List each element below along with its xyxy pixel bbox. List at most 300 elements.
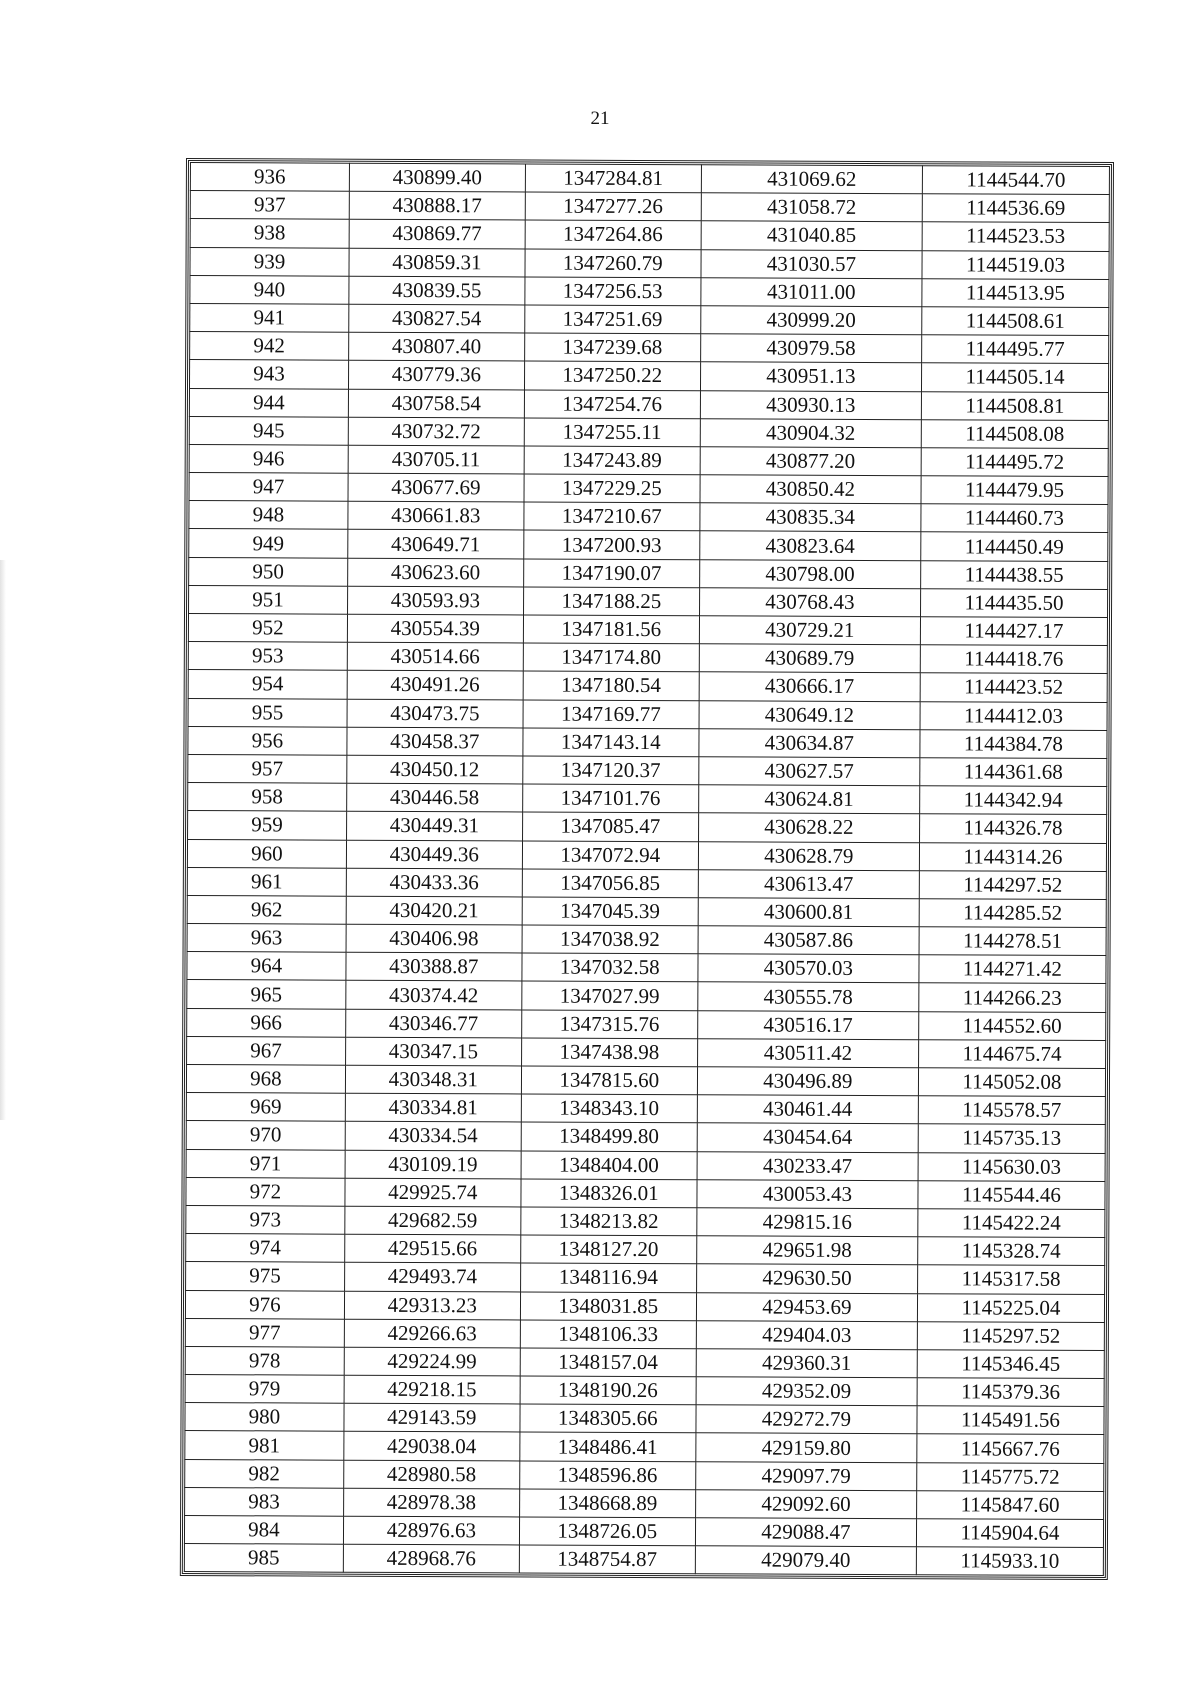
point-number-cell: 950 (189, 557, 348, 586)
x-coordinate-a-cell: 429224.99 (344, 1347, 520, 1376)
point-number-cell: 969 (186, 1093, 345, 1122)
y-coordinate-b-cell: 1144342.94 (920, 786, 1107, 815)
y-coordinate-b-cell: 1144450.49 (921, 532, 1108, 561)
table-row (188, 642, 1107, 674)
x-coordinate-b-cell: 430835.34 (700, 503, 921, 532)
x-coordinate-b-cell: 430461.44 (697, 1095, 918, 1124)
y-coordinate-a-cell: 1348157.04 (520, 1348, 696, 1377)
x-coordinate-a-cell: 429266.63 (344, 1319, 520, 1348)
y-coordinate-b-cell: 1145225.04 (917, 1293, 1104, 1322)
x-coordinate-a-cell: 430449.31 (346, 812, 522, 841)
y-coordinate-b-cell: 1144278.51 (919, 927, 1106, 956)
y-coordinate-a-cell: 1347255.11 (524, 418, 700, 447)
y-coordinate-a-cell: 1347188.25 (523, 587, 699, 616)
y-coordinate-a-cell: 1347169.77 (523, 700, 699, 729)
y-coordinate-b-cell: 1145346.45 (917, 1350, 1104, 1379)
y-coordinate-b-cell: 1144544.70 (922, 166, 1109, 195)
x-coordinate-b-cell: 429159.80 (696, 1433, 917, 1462)
point-number-cell: 974 (186, 1234, 345, 1263)
y-coordinate-b-cell: 1144266.23 (919, 983, 1106, 1012)
y-coordinate-a-cell: 1348404.00 (521, 1151, 697, 1180)
point-number-cell: 962 (187, 895, 346, 924)
table-row (186, 1121, 1105, 1153)
point-number-cell: 942 (190, 332, 349, 361)
x-coordinate-a-cell: 430420.21 (346, 896, 522, 925)
point-number-cell: 954 (188, 670, 347, 699)
y-coordinate-b-cell: 1144423.52 (920, 673, 1107, 702)
table-row (188, 670, 1107, 702)
table-row (187, 1036, 1106, 1068)
table-row (190, 163, 1109, 195)
table-row (189, 360, 1108, 392)
x-coordinate-a-cell: 430334.54 (345, 1122, 521, 1151)
x-coordinate-b-cell: 430516.17 (697, 1010, 918, 1039)
table-row (188, 783, 1107, 815)
table-row (188, 726, 1107, 758)
y-coordinate-b-cell: 1145544.46 (918, 1180, 1105, 1209)
table-row (185, 1487, 1104, 1519)
point-number-cell: 965 (187, 980, 346, 1009)
table-row (187, 839, 1106, 871)
table-row (189, 557, 1108, 589)
y-coordinate-a-cell: 1347260.79 (525, 249, 701, 278)
y-coordinate-a-cell: 1347101.76 (522, 784, 698, 813)
x-coordinate-a-cell: 430554.39 (347, 614, 523, 643)
table-row (185, 1431, 1104, 1463)
y-coordinate-b-cell: 1144505.14 (921, 363, 1108, 392)
table-row (190, 303, 1109, 335)
y-coordinate-a-cell: 1348486.41 (520, 1432, 696, 1461)
y-coordinate-a-cell: 1347056.85 (522, 869, 698, 898)
y-coordinate-b-cell: 1145328.74 (918, 1237, 1105, 1266)
table-row (186, 1177, 1105, 1209)
x-coordinate-a-cell: 429925.74 (345, 1178, 521, 1207)
point-number-cell: 980 (185, 1403, 344, 1432)
table-row (186, 1065, 1105, 1097)
y-coordinate-b-cell: 1144438.55 (921, 560, 1108, 589)
point-number-cell: 947 (189, 473, 348, 502)
y-coordinate-a-cell: 1347254.76 (524, 389, 700, 418)
x-coordinate-b-cell: 429352.09 (696, 1377, 917, 1406)
table-row (189, 416, 1108, 448)
x-coordinate-a-cell: 430807.40 (348, 332, 524, 361)
point-number-cell: 981 (185, 1431, 344, 1460)
y-coordinate-b-cell: 1144523.53 (922, 222, 1109, 251)
x-coordinate-b-cell: 430624.81 (698, 785, 919, 814)
y-coordinate-a-cell: 1347315.76 (521, 1010, 697, 1039)
x-coordinate-b-cell: 430823.64 (700, 531, 921, 560)
table-row (186, 1205, 1105, 1237)
point-number-cell: 945 (189, 416, 348, 445)
x-coordinate-a-cell: 430705.11 (348, 445, 524, 474)
y-coordinate-a-cell: 1347174.80 (523, 643, 699, 672)
x-coordinate-b-cell: 430634.87 (699, 728, 920, 757)
x-coordinate-a-cell: 430347.15 (345, 1037, 521, 1066)
x-coordinate-b-cell: 430628.79 (698, 841, 919, 870)
y-coordinate-a-cell: 1348127.20 (520, 1235, 696, 1264)
y-coordinate-a-cell: 1348190.26 (520, 1376, 696, 1405)
y-coordinate-a-cell: 1347250.22 (524, 361, 700, 390)
y-coordinate-b-cell: 1145630.03 (918, 1152, 1105, 1181)
x-coordinate-a-cell: 430623.60 (347, 558, 523, 587)
table-row (190, 219, 1109, 251)
y-coordinate-a-cell: 1347264.86 (525, 220, 701, 249)
coordinates-table (184, 162, 1110, 1576)
y-coordinate-b-cell: 1145847.60 (917, 1491, 1104, 1520)
table-row (186, 1149, 1105, 1181)
point-number-cell: 948 (189, 501, 348, 530)
x-coordinate-a-cell: 430458.37 (347, 727, 523, 756)
x-coordinate-a-cell: 430109.19 (345, 1150, 521, 1179)
point-number-cell: 938 (190, 219, 349, 248)
x-coordinate-b-cell: 431030.57 (701, 249, 922, 278)
y-coordinate-a-cell: 1348726.05 (519, 1517, 695, 1546)
x-coordinate-a-cell: 430649.71 (348, 530, 524, 559)
y-coordinate-b-cell: 1144479.95 (921, 476, 1108, 505)
x-coordinate-a-cell: 428976.63 (343, 1516, 519, 1545)
point-number-cell: 960 (187, 839, 346, 868)
y-coordinate-a-cell: 1348596.86 (520, 1461, 696, 1490)
point-number-cell: 971 (186, 1149, 345, 1178)
y-coordinate-a-cell: 1347143.14 (523, 728, 699, 757)
table-row (187, 924, 1106, 956)
x-coordinate-b-cell: 430729.21 (699, 616, 920, 645)
y-coordinate-a-cell: 1347120.37 (523, 756, 699, 785)
y-coordinate-a-cell: 1348106.33 (520, 1320, 696, 1349)
y-coordinate-a-cell: 1347072.94 (522, 840, 698, 869)
y-coordinate-a-cell: 1347256.53 (525, 277, 701, 306)
x-coordinate-a-cell: 430732.72 (348, 417, 524, 446)
table-row (187, 895, 1106, 927)
page-number: 21 (590, 108, 610, 129)
y-coordinate-b-cell: 1144495.72 (921, 448, 1108, 477)
y-coordinate-b-cell: 1144271.42 (919, 955, 1106, 984)
table-row (185, 1403, 1104, 1435)
x-coordinate-a-cell: 430859.31 (349, 248, 525, 277)
x-coordinate-b-cell: 430555.78 (698, 982, 919, 1011)
point-number-cell: 970 (186, 1121, 345, 1150)
table-row (185, 1459, 1104, 1491)
table-row (189, 585, 1108, 617)
table-row (186, 1093, 1105, 1125)
x-coordinate-a-cell: 430491.26 (347, 671, 523, 700)
x-coordinate-b-cell: 431011.00 (701, 277, 922, 306)
y-coordinate-a-cell: 1347027.99 (522, 981, 698, 1010)
x-coordinate-b-cell: 430666.17 (699, 672, 920, 701)
table-row (185, 1346, 1104, 1378)
x-coordinate-a-cell: 430348.31 (345, 1065, 521, 1094)
y-coordinate-b-cell: 1144435.50 (920, 589, 1107, 618)
y-coordinate-a-cell: 1347181.56 (523, 615, 699, 644)
point-number-cell: 956 (188, 726, 347, 755)
x-coordinate-b-cell: 429092.60 (695, 1490, 916, 1519)
table-row (189, 501, 1108, 533)
point-number-cell: 939 (190, 247, 349, 276)
table-row (188, 698, 1107, 730)
x-coordinate-a-cell: 430406.98 (346, 924, 522, 953)
y-coordinate-a-cell: 1347438.98 (521, 1038, 697, 1067)
x-coordinate-a-cell: 430450.12 (347, 755, 523, 784)
point-number-cell: 941 (190, 303, 349, 332)
x-coordinate-b-cell: 430627.57 (699, 757, 920, 786)
x-coordinate-a-cell: 428968.76 (343, 1544, 519, 1573)
point-number-cell: 967 (187, 1036, 346, 1065)
point-number-cell: 976 (185, 1290, 344, 1319)
x-coordinate-b-cell: 430628.22 (698, 813, 919, 842)
y-coordinate-a-cell: 1348343.10 (521, 1094, 697, 1123)
point-number-cell: 957 (188, 754, 347, 783)
x-coordinate-a-cell: 429682.59 (345, 1206, 521, 1235)
point-number-cell: 955 (188, 698, 347, 727)
y-coordinate-b-cell: 1144418.76 (920, 645, 1107, 674)
point-number-cell: 966 (187, 1008, 346, 1037)
x-coordinate-a-cell: 429143.59 (344, 1403, 520, 1432)
y-coordinate-b-cell: 1145491.56 (917, 1406, 1104, 1435)
point-number-cell: 952 (188, 614, 347, 643)
x-coordinate-a-cell: 430827.54 (349, 304, 525, 333)
y-coordinate-b-cell: 1145933.10 (916, 1547, 1103, 1576)
y-coordinate-b-cell: 1144508.08 (921, 419, 1108, 448)
x-coordinate-b-cell: 431069.62 (701, 165, 922, 194)
x-coordinate-a-cell: 430869.77 (349, 220, 525, 249)
y-coordinate-b-cell: 1144460.73 (921, 504, 1108, 533)
x-coordinate-a-cell: 428978.38 (343, 1488, 519, 1517)
x-coordinate-b-cell: 429360.31 (696, 1349, 917, 1378)
table-row (185, 1318, 1104, 1350)
x-coordinate-a-cell: 430677.69 (348, 473, 524, 502)
x-coordinate-a-cell: 430758.54 (348, 389, 524, 418)
y-coordinate-b-cell: 1145578.57 (918, 1096, 1105, 1125)
y-coordinate-a-cell: 1347038.92 (522, 925, 698, 954)
table-row (185, 1375, 1104, 1407)
point-number-cell: 961 (187, 867, 346, 896)
table-row (186, 1234, 1105, 1266)
table-row (187, 952, 1106, 984)
table-row (189, 473, 1108, 505)
x-coordinate-a-cell: 430346.77 (346, 1009, 522, 1038)
point-number-cell: 977 (185, 1318, 344, 1347)
table-row (190, 332, 1109, 364)
x-coordinate-a-cell: 430593.93 (347, 586, 523, 615)
x-coordinate-b-cell: 429404.03 (696, 1320, 917, 1349)
y-coordinate-a-cell: 1347243.89 (524, 446, 700, 475)
x-coordinate-a-cell: 430473.75 (347, 699, 523, 728)
x-coordinate-b-cell: 430587.86 (698, 926, 919, 955)
y-coordinate-a-cell: 1347210.67 (524, 502, 700, 531)
table-row (189, 529, 1108, 561)
table-row (187, 1008, 1106, 1040)
x-coordinate-b-cell: 429097.79 (695, 1461, 916, 1490)
y-coordinate-a-cell: 1348326.01 (521, 1179, 697, 1208)
table-row (188, 811, 1107, 843)
y-coordinate-b-cell: 1144675.74 (919, 1040, 1106, 1069)
y-coordinate-b-cell: 1144536.69 (922, 194, 1109, 223)
point-number-cell: 958 (188, 783, 347, 812)
y-coordinate-b-cell: 1145317.58 (918, 1265, 1105, 1294)
x-coordinate-b-cell: 430951.13 (700, 362, 921, 391)
x-coordinate-b-cell: 430904.32 (700, 418, 921, 447)
y-coordinate-b-cell: 1145667.76 (917, 1434, 1104, 1463)
y-coordinate-b-cell: 1144495.77 (922, 335, 1109, 364)
y-coordinate-a-cell: 1347045.39 (522, 897, 698, 926)
table-row (190, 275, 1109, 307)
y-coordinate-b-cell: 1144519.03 (922, 250, 1109, 279)
y-coordinate-a-cell: 1347239.68 (524, 333, 700, 362)
y-coordinate-b-cell: 1144412.03 (920, 701, 1107, 730)
coordinates-table-frame (180, 158, 1114, 1580)
point-number-cell: 953 (188, 642, 347, 671)
point-number-cell: 943 (189, 360, 348, 389)
x-coordinate-b-cell: 431040.85 (701, 221, 922, 250)
table-row (188, 614, 1107, 646)
y-coordinate-a-cell: 1347190.07 (523, 559, 699, 588)
point-number-cell: 951 (189, 585, 348, 614)
point-number-cell: 984 (184, 1516, 343, 1545)
table-row (184, 1544, 1103, 1576)
point-number-cell: 959 (188, 811, 347, 840)
x-coordinate-b-cell: 430454.64 (697, 1123, 918, 1152)
point-number-cell: 963 (187, 924, 346, 953)
x-coordinate-a-cell: 429218.15 (344, 1375, 520, 1404)
x-coordinate-a-cell: 430839.55 (349, 276, 525, 305)
table-row (184, 1516, 1103, 1548)
y-coordinate-b-cell: 1144361.68 (920, 758, 1107, 787)
point-number-cell: 936 (190, 163, 349, 192)
x-coordinate-a-cell: 430449.36 (346, 840, 522, 869)
table-row (190, 191, 1109, 223)
point-number-cell: 937 (190, 191, 349, 220)
y-coordinate-b-cell: 1144285.52 (919, 899, 1106, 928)
y-coordinate-a-cell: 1347815.60 (521, 1066, 697, 1095)
y-coordinate-a-cell: 1348305.66 (520, 1404, 696, 1433)
y-coordinate-b-cell: 1144384.78 (920, 729, 1107, 758)
y-coordinate-a-cell: 1348754.87 (519, 1545, 695, 1574)
x-coordinate-b-cell: 430850.42 (700, 475, 921, 504)
x-coordinate-b-cell: 429088.47 (695, 1518, 916, 1547)
table-row (185, 1290, 1104, 1322)
x-coordinate-b-cell: 429815.16 (697, 1208, 918, 1237)
point-number-cell: 983 (185, 1487, 344, 1516)
x-coordinate-a-cell: 430661.83 (348, 501, 524, 530)
y-coordinate-b-cell: 1145775.72 (917, 1462, 1104, 1491)
y-coordinate-b-cell: 1144314.26 (919, 842, 1106, 871)
x-coordinate-b-cell: 430511.42 (697, 1039, 918, 1068)
y-coordinate-b-cell: 1144508.81 (921, 391, 1108, 420)
y-coordinate-a-cell: 1348031.85 (520, 1291, 696, 1320)
y-coordinate-b-cell: 1144552.60 (919, 1011, 1106, 1040)
table-row (189, 444, 1108, 476)
x-coordinate-b-cell: 430496.89 (697, 1067, 918, 1096)
point-number-cell: 975 (186, 1262, 345, 1291)
x-coordinate-a-cell: 429493.74 (344, 1263, 520, 1292)
point-number-cell: 946 (189, 444, 348, 473)
y-coordinate-a-cell: 1348213.82 (521, 1207, 697, 1236)
x-coordinate-b-cell: 430930.13 (700, 390, 921, 419)
table-row (189, 388, 1108, 420)
y-coordinate-a-cell: 1348668.89 (519, 1489, 695, 1518)
x-coordinate-b-cell: 430768.43 (699, 588, 920, 617)
x-coordinate-a-cell: 430433.36 (346, 868, 522, 897)
point-number-cell: 982 (185, 1459, 344, 1488)
x-coordinate-b-cell: 430979.58 (700, 334, 921, 363)
y-coordinate-a-cell: 1347032.58 (522, 953, 698, 982)
coordinates-table-body (184, 163, 1109, 1576)
table-row (186, 1262, 1105, 1294)
y-coordinate-a-cell: 1347251.69 (525, 305, 701, 334)
x-coordinate-a-cell: 430888.17 (349, 191, 525, 220)
y-coordinate-a-cell: 1347200.93 (524, 530, 700, 559)
y-coordinate-a-cell: 1347180.54 (523, 671, 699, 700)
x-coordinate-a-cell: 430899.40 (349, 163, 525, 192)
x-coordinate-a-cell: 430779.36 (348, 361, 524, 390)
x-coordinate-a-cell: 429038.04 (344, 1432, 520, 1461)
table-row (187, 867, 1106, 899)
x-coordinate-b-cell: 430613.47 (698, 869, 919, 898)
y-coordinate-a-cell: 1347277.26 (525, 192, 701, 221)
x-coordinate-a-cell: 430514.66 (347, 642, 523, 671)
x-coordinate-a-cell: 430388.87 (346, 952, 522, 981)
y-coordinate-b-cell: 1144508.61 (922, 307, 1109, 336)
point-number-cell: 940 (190, 275, 349, 304)
x-coordinate-a-cell: 429313.23 (344, 1291, 520, 1320)
point-number-cell: 978 (185, 1346, 344, 1375)
point-number-cell: 964 (187, 952, 346, 981)
x-coordinate-a-cell: 430334.81 (345, 1093, 521, 1122)
x-coordinate-b-cell: 430999.20 (701, 306, 922, 335)
table-row (188, 754, 1107, 786)
x-coordinate-a-cell: 429515.66 (345, 1234, 521, 1263)
point-number-cell: 972 (186, 1177, 345, 1206)
table-row (190, 247, 1109, 279)
x-coordinate-b-cell: 430798.00 (699, 559, 920, 588)
x-coordinate-a-cell: 428980.58 (344, 1460, 520, 1489)
x-coordinate-a-cell: 430374.42 (346, 981, 522, 1010)
y-coordinate-b-cell: 1145052.08 (918, 1068, 1105, 1097)
x-coordinate-b-cell: 429651.98 (696, 1236, 917, 1265)
x-coordinate-b-cell: 430053.43 (697, 1179, 918, 1208)
y-coordinate-a-cell: 1348499.80 (521, 1122, 697, 1151)
point-number-cell: 985 (184, 1544, 343, 1573)
y-coordinate-b-cell: 1145735.13 (918, 1124, 1105, 1153)
x-coordinate-b-cell: 430689.79 (699, 644, 920, 673)
table-row (187, 980, 1106, 1012)
y-coordinate-b-cell: 1144427.17 (920, 617, 1107, 646)
x-coordinate-b-cell: 429630.50 (696, 1264, 917, 1293)
x-coordinate-b-cell: 429079.40 (695, 1546, 916, 1575)
x-coordinate-b-cell: 430570.03 (698, 954, 919, 983)
x-coordinate-b-cell: 430877.20 (700, 447, 921, 476)
y-coordinate-b-cell: 1144326.78 (919, 814, 1106, 843)
y-coordinate-a-cell: 1347085.47 (522, 812, 698, 841)
y-coordinate-b-cell: 1144513.95 (922, 278, 1109, 307)
x-coordinate-b-cell: 429272.79 (696, 1405, 917, 1434)
y-coordinate-b-cell: 1145904.64 (916, 1519, 1103, 1548)
point-number-cell: 979 (185, 1375, 344, 1404)
y-coordinate-a-cell: 1347229.25 (524, 474, 700, 503)
x-coordinate-b-cell: 430233.47 (697, 1151, 918, 1180)
point-number-cell: 973 (186, 1205, 345, 1234)
x-coordinate-b-cell: 431058.72 (701, 193, 922, 222)
point-number-cell: 968 (186, 1065, 345, 1094)
x-coordinate-a-cell: 430446.58 (347, 783, 523, 812)
point-number-cell: 949 (189, 529, 348, 558)
y-coordinate-b-cell: 1145297.52 (917, 1321, 1104, 1350)
y-coordinate-b-cell: 1145422.24 (918, 1209, 1105, 1238)
y-coordinate-b-cell: 1144297.52 (919, 870, 1106, 899)
x-coordinate-b-cell: 430649.12 (699, 700, 920, 729)
x-coordinate-b-cell: 430600.81 (698, 898, 919, 927)
y-coordinate-a-cell: 1347284.81 (525, 164, 701, 193)
